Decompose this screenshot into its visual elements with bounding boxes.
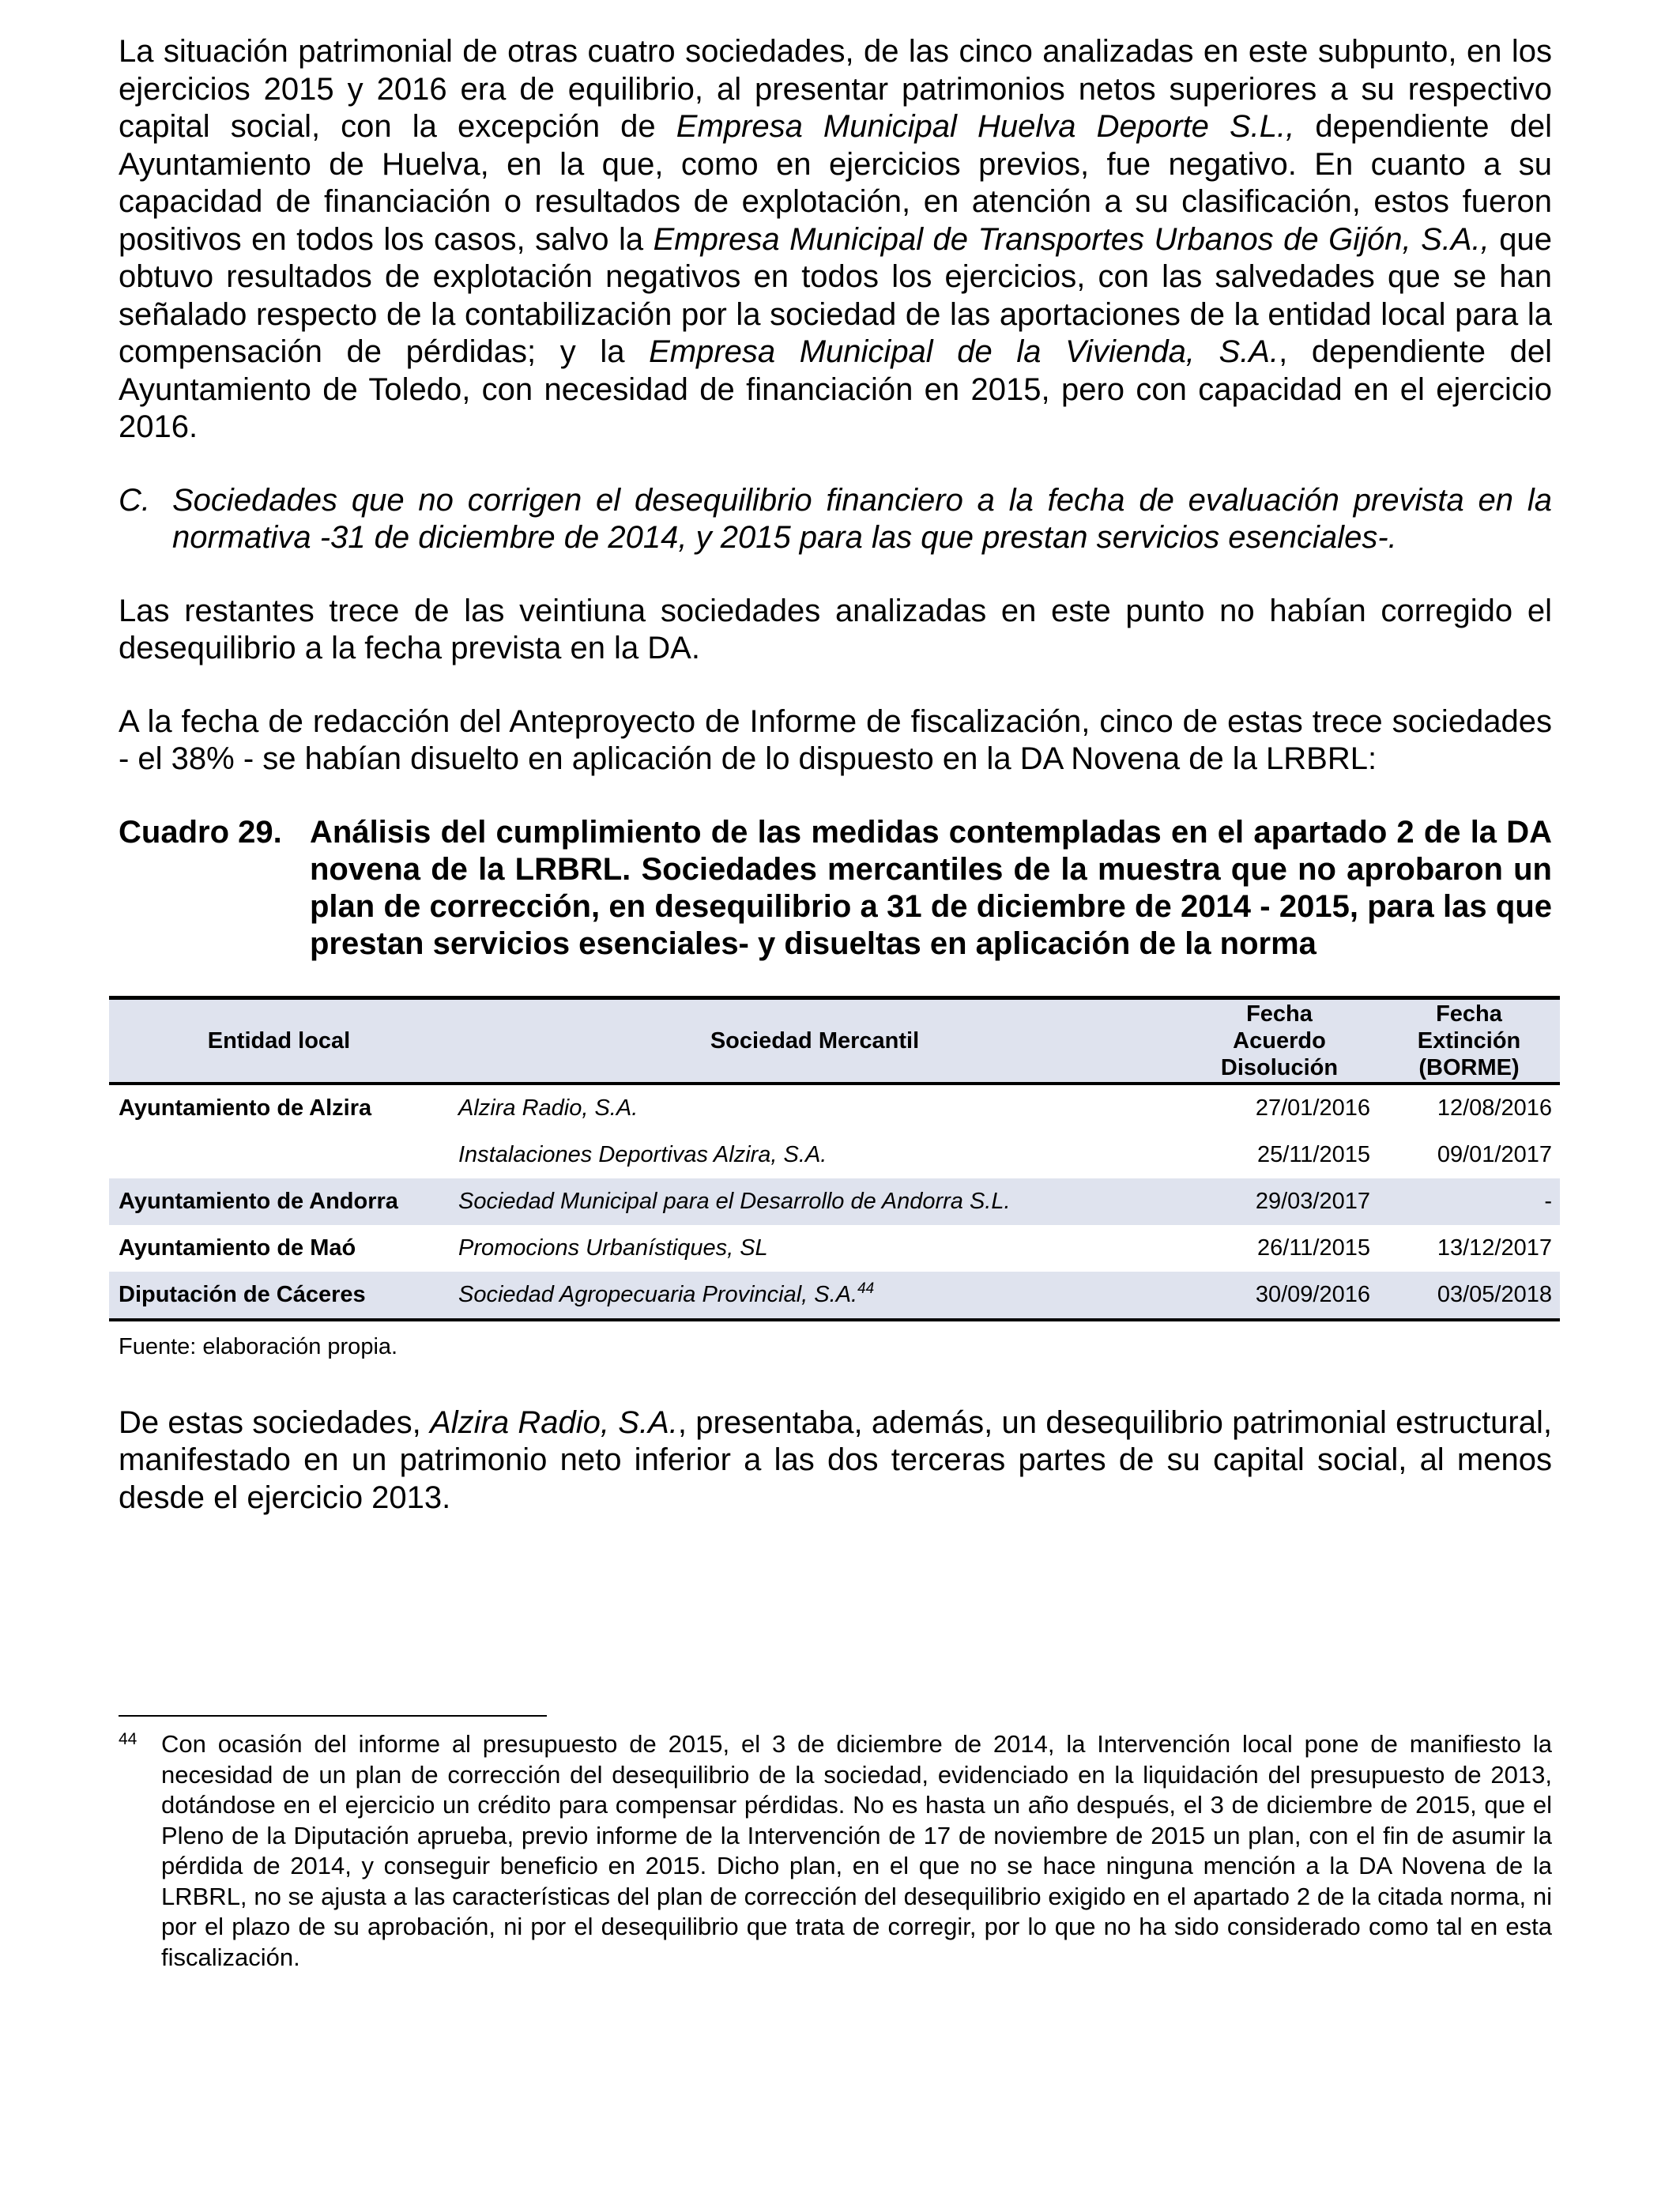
text-run: La situación patrimonial de otras cuatro sociedades, de las cinco analizadas en este subpunto, en los ejercicios 2015 y 2016 era de equilibrio, al presentar patrimonios netos superiores a su respectivo capital social, con la excepción de: [119, 34, 1552, 144]
footnote-number: 44: [119, 1730, 137, 1748]
paragraph-restantes: Las restantes trece de las veintiuna sociedades analizadas en este punto no habían corregido el desequilibrio a la fecha prevista en la DA.: [119, 593, 1552, 665]
cell-entidad: Ayuntamiento de Maó: [119, 1235, 356, 1261]
header-sociedad-mercantil: Sociedad Mercantil: [449, 997, 1181, 1084]
cell-fecha-acuerdo: 30/09/2016: [1181, 1272, 1378, 1320]
footnote-text: Con ocasión del informe al presupuesto de 2015, el 3 de diciembre de 2014, la Intervención local pone de manifiesto la necesidad de un plan de corrección del desequilibrio de la sociedad, evidenciado en la liquidación del presupuesto de 2013, dotándose en el ejercicio un crédito para compensar pérdidas. No es hasta un año después, el 3 de diciembre de 2015, que el Pleno de la Diputación aprueba, previo informe de la Intervención de 17 de noviembre de 2015 un plan, con el fin de asumir la pérdida de 2014, y conseguir beneficio en 2015. Dicho plan, en el que no se hace ninguna mención a la DA Novena de la LRBRL, no se ajusta a las características del plan de corrección del desequilibrio exigido en el apartado 2 de la citada norma, ni por el plazo de su aprobación, ni por el desequilibrio que trata de corregir, por lo que no ha sido considerado como tal en esta fiscalización.: [161, 1730, 1552, 1971]
table-row: [109, 1084, 1560, 1132]
cell-fecha-acuerdo: 25/11/2015: [1257, 1141, 1370, 1167]
cell-entidad: Ayuntamiento de Alzira: [119, 1095, 372, 1121]
caption-title: Análisis del cumplimiento de las medidas contempladas en el apartado 2 de la DA novena de la LRBRL. Sociedades mercantiles de la muestra que no aprobaron un plan de corrección, en desequilibrio a 31 de diciembre de 2014 - 2015, para las que prestan servicios esenciales- y disueltas en aplicación de la norma: [310, 814, 1552, 961]
cell-sociedad: Sociedad Municipal para el Desarrollo de Andorra S.L.: [449, 1178, 1181, 1225]
header-fecha-extincion: Fecha Extinción (BORME): [1378, 997, 1560, 1084]
table-row: [109, 1225, 1560, 1272]
cell-sociedad: Sociedad Agropecuaria Provincial, S.A.$^{44}$: [449, 1272, 1181, 1320]
table-source-note: Fuente: elaboración propia.: [119, 1333, 398, 1359]
footnote-separator: [119, 1715, 547, 1717]
header-fecha-acuerdo: Fecha Acuerdo Disolución: [1181, 997, 1378, 1084]
text-run: que obtuvo resultados de explotación negativos en todos los ejercicios, con las salvedades que se han señalado respecto de la contabilización por la sociedad de las aportaciones de la entidad local para la compensación de pérdidas; y la: [119, 221, 1552, 369]
paragraph-alzira-radio: [119, 1404, 1552, 1517]
cell-entidad: Diputación de Cáceres: [109, 1272, 449, 1320]
cell-fecha-acuerdo: 29/03/2017: [1181, 1178, 1378, 1225]
footnote-reference[interactable]: 44: [857, 1280, 875, 1297]
table-row: [109, 1178, 1560, 1225]
cell-fecha-extincion: 09/01/2017: [1437, 1141, 1552, 1167]
company-name-huelva: Empresa Municipal Huelva Deporte S.L.,: [676, 109, 1295, 144]
table-caption: [119, 814, 1552, 963]
text-run: De estas sociedades,: [119, 1404, 431, 1440]
cell-fecha-extincion: 03/05/2018: [1378, 1272, 1560, 1320]
cell-fecha-extincion: 12/08/2016: [1437, 1095, 1552, 1121]
company-name-gijon: Empresa Municipal de Transportes Urbanos de Gijón, S.A.,: [653, 221, 1490, 257]
cell-sociedad: Alzira Radio, S.A.: [458, 1095, 638, 1121]
paragraph-situacion-patrimonial: [119, 33, 1552, 447]
document-page: [119, 33, 1552, 1517]
company-name-toledo: Empresa Municipal de la Vivienda, S.A.: [649, 334, 1279, 369]
section-letter: C.: [119, 482, 150, 518]
table-header-row: [109, 997, 1560, 1084]
company-name-alzira: Alzira Radio, S.A.: [430, 1404, 678, 1440]
caption-number: Cuadro 29.: [119, 814, 282, 850]
header-entidad-local: Entidad local: [109, 997, 449, 1084]
cell-fecha-acuerdo: 27/01/2016: [1255, 1095, 1370, 1121]
cell-entidad: [109, 1132, 449, 1178]
cell-fecha-extincion: -: [1378, 1178, 1560, 1225]
table-row: [109, 1272, 1560, 1320]
table-row: [109, 1132, 1560, 1178]
footnote: [119, 1729, 1552, 1973]
section-c-heading: [119, 482, 1552, 557]
cuadro-29-table: [109, 996, 1560, 1321]
cell-fecha-acuerdo: 26/11/2015: [1257, 1235, 1370, 1261]
cell-fecha-extincion: 13/12/2017: [1437, 1235, 1552, 1261]
cell-sociedad: Promocions Urbanístiques, SL: [458, 1235, 768, 1261]
cell-sociedad: Instalaciones Deportivas Alzira, S.A.: [458, 1141, 827, 1167]
section-title: Sociedades que no corrigen el desequilibrio financiero a la fecha de evaluación prevista en la normativa -31 de diciembre de 2014, y 2015 para las que prestan servicios esenciales-.: [172, 482, 1552, 555]
text-run: , presentaba, además, un desequilibrio patrimonial estructural, manifestado en un patrimonio neto inferior a las dos terceras partes de su capital social, al menos desde el ejercicio 2013.: [119, 1404, 1552, 1515]
text-run: dependiente del Ayuntamiento de Huelva, en la que, como en ejercicios previos, fue negativo. En cuanto a su capacidad de financiación o resultados de explotación, en atención a su clasificación, estos fueron positivos en todos los casos, salvo la: [119, 109, 1553, 257]
text-run: , dependiente del Ayuntamiento de Toledo, con necesidad de financiación en 2015, pero con capacidad en el ejercicio 2016.: [119, 334, 1553, 444]
paragraph-disueltas: A la fecha de redacción del Anteproyecto de Informe de fiscalización, cinco de estas trece sociedades - el 38% - se habían disuelto en aplicación de lo dispuesto en la DA Novena de la LRBRL:: [119, 703, 1552, 776]
cell-entidad: Ayuntamiento de Andorra: [109, 1178, 449, 1225]
